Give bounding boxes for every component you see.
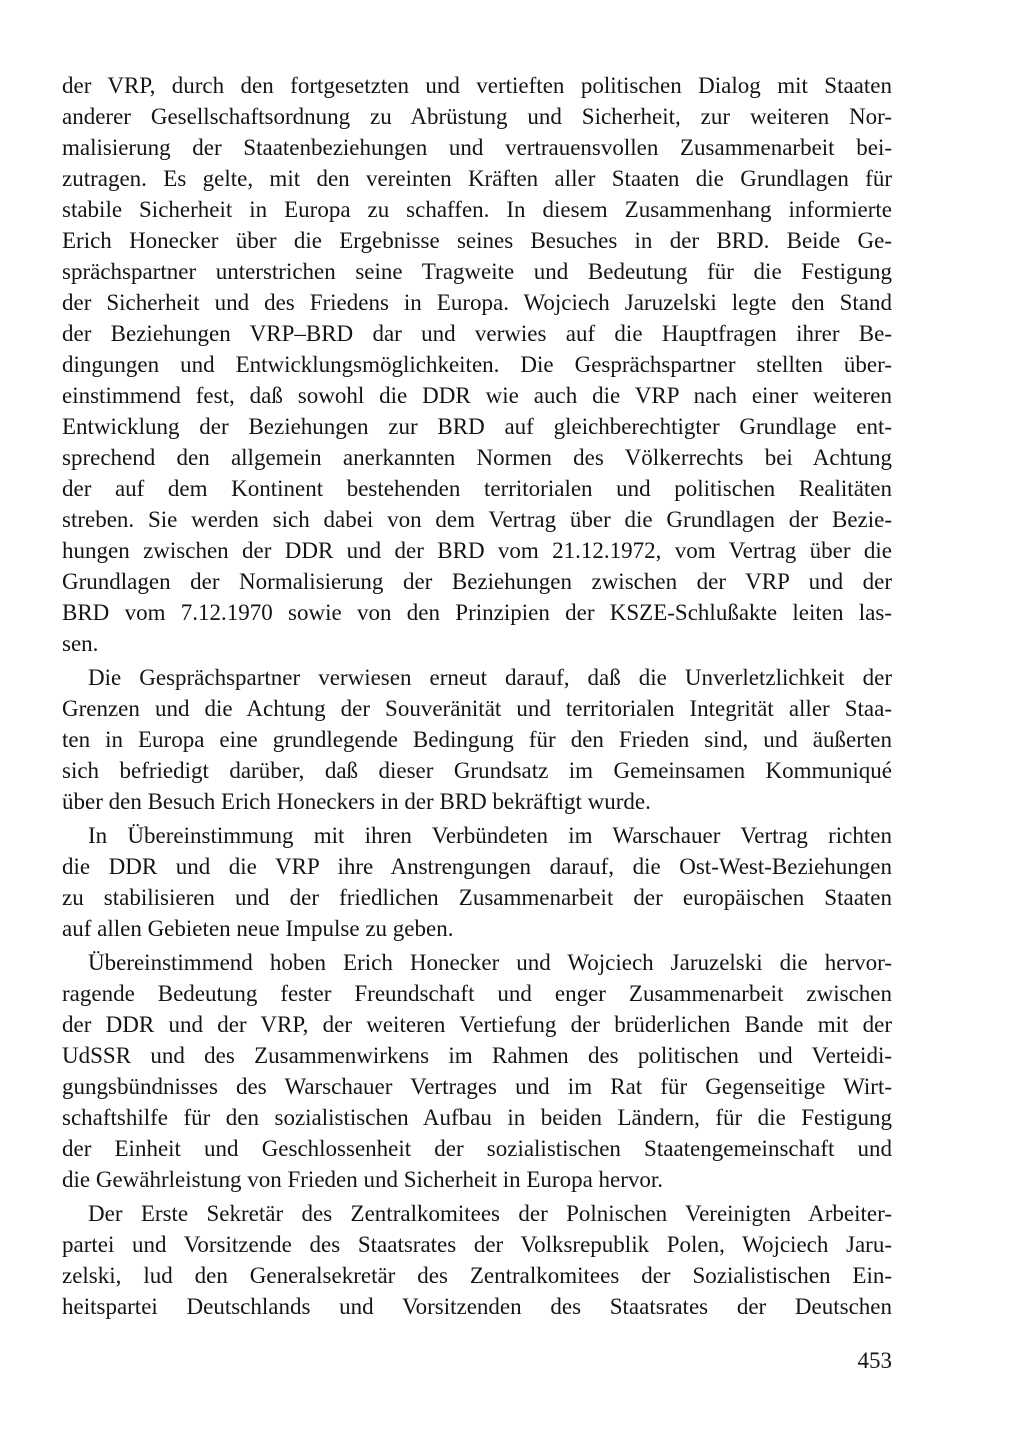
text-line: der Beziehungen VRP–BRD dar und verwies auf die Hauptfragen ihrer Be- — [62, 321, 892, 346]
text-line: sprechend den allgemein anerkannten Normen des Völkerrechts bei Achtung — [62, 445, 892, 470]
text-line: In Übereinstimmung mit ihren Verbündeten im Warschauer Vertrag richten — [88, 823, 892, 848]
text-line: malisierung der Staatenbeziehungen und vertrauensvollen Zusammenarbeit bei- — [62, 135, 892, 160]
text-line: partei und Vorsitzende des Staatsrates der Volksrepublik Polen, Wojciech Jaru- — [62, 1232, 892, 1257]
text-line: Der Erste Sekretär des Zentralkomitees der Polnischen Vereinigten Arbeiter- — [88, 1201, 892, 1226]
text-line: dingungen und Entwicklungsmöglichkeiten. Die Gesprächspartner stellten über- — [62, 352, 892, 377]
text-line: heitspartei Deutschlands und Vorsitzenden des Staatsrates der Deutschen — [62, 1294, 892, 1319]
paragraph — [62, 947, 892, 1195]
text-line: zelski, lud den Generalsekretär des Zentralkomitees der Sozialistischen Ein- — [62, 1263, 892, 1288]
text-line: die DDR und die VRP ihre Anstrengungen darauf, die Ost-West-Beziehungen — [62, 854, 892, 879]
page-body — [62, 70, 892, 1322]
text-line: der Einheit und Geschlossenheit der sozialistischen Staatengemeinschaft und — [62, 1136, 892, 1161]
text-line: der auf dem Kontinent bestehenden territorialen und politischen Realitäten — [62, 476, 892, 501]
paragraph — [62, 820, 892, 944]
text-line: BRD vom 7.12.1970 sowie von den Prinzipien der KSZE-Schlußakte leiten las- — [62, 600, 892, 625]
text-line: zutragen. Es gelte, mit den vereinten Kräften aller Staaten die Grundlagen für — [62, 166, 892, 191]
text-line: einstimmend fest, daß sowohl die DDR wie auch die VRP nach einer weiteren — [62, 383, 892, 408]
paragraph — [62, 70, 892, 659]
text-line: der Sicherheit und des Friedens in Europa. Wojciech Jaruzelski legte den Stand — [62, 290, 892, 315]
text-line: Grenzen und die Achtung der Souveränität und territorialen Integrität aller Staa- — [62, 696, 892, 721]
text-line: Entwicklung der Beziehungen zur BRD auf gleichberechtigter Grundlage ent- — [62, 414, 892, 439]
text-line: Übereinstimmend hoben Erich Honecker und Wojciech Jaruzelski die hervor- — [88, 950, 892, 975]
text-line: ten in Europa eine grundlegende Bedingung für den Frieden sind, und äußerten — [62, 727, 892, 752]
text-line: über den Besuch Erich Honeckers in der BRD bekräftigt wurde. — [62, 789, 651, 814]
text-line: der DDR und der VRP, der weiteren Vertiefung der brüderlichen Bande mit der — [62, 1012, 892, 1037]
text-line: schaftshilfe für den sozialistischen Aufbau in beiden Ländern, für die Festigung — [62, 1105, 892, 1130]
text-line: der VRP, durch den fortgesetzten und vertieften politischen Dialog mit Staaten — [62, 73, 892, 98]
text-line: Grundlagen der Normalisierung der Beziehungen zwischen der VRP und der — [62, 569, 892, 594]
text-line: stabile Sicherheit in Europa zu schaffen. In diesem Zusammenhang informierte — [62, 197, 892, 222]
text-line: sen. — [62, 631, 99, 656]
paragraph — [62, 662, 892, 817]
text-line: anderer Gesellschaftsordnung zu Abrüstung und Sicherheit, zur weiteren Nor- — [62, 104, 892, 129]
text-line: die Gewährleistung von Frieden und Sicherheit in Europa hervor. — [62, 1167, 664, 1192]
paragraph — [62, 1198, 892, 1322]
text-line: zu stabilisieren und der friedlichen Zusammenarbeit der europäischen Staaten — [62, 885, 892, 910]
page-number: 453 — [857, 1348, 892, 1373]
text-line: UdSSR und des Zusammenwirkens im Rahmen des politischen und Verteidi- — [62, 1043, 892, 1068]
text-line: Erich Honecker über die Ergebnisse seines Besuches in der BRD. Beide Ge- — [62, 228, 892, 253]
text-line: sprächspartner unterstrichen seine Tragweite und Bedeutung für die Festigung — [62, 259, 892, 284]
text-line: auf allen Gebieten neue Impulse zu geben. — [62, 916, 454, 941]
text-line: streben. Sie werden sich dabei von dem Vertrag über die Grundlagen der Bezie- — [62, 507, 892, 532]
text-line: ragende Bedeutung fester Freundschaft und enger Zusammenarbeit zwischen — [62, 981, 892, 1006]
text-line: gungsbündnisses des Warschauer Vertrages und im Rat für Gegenseitige Wirt- — [62, 1074, 892, 1099]
text-line: Die Gesprächspartner verwiesen erneut darauf, daß die Unverletzlichkeit der — [88, 665, 892, 690]
text-line: sich befriedigt darüber, daß dieser Grundsatz im Gemeinsamen Kommuniqué — [62, 758, 892, 783]
text-line: hungen zwischen der DDR und der BRD vom 21.12.1972, vom Vertrag über die — [62, 538, 892, 563]
